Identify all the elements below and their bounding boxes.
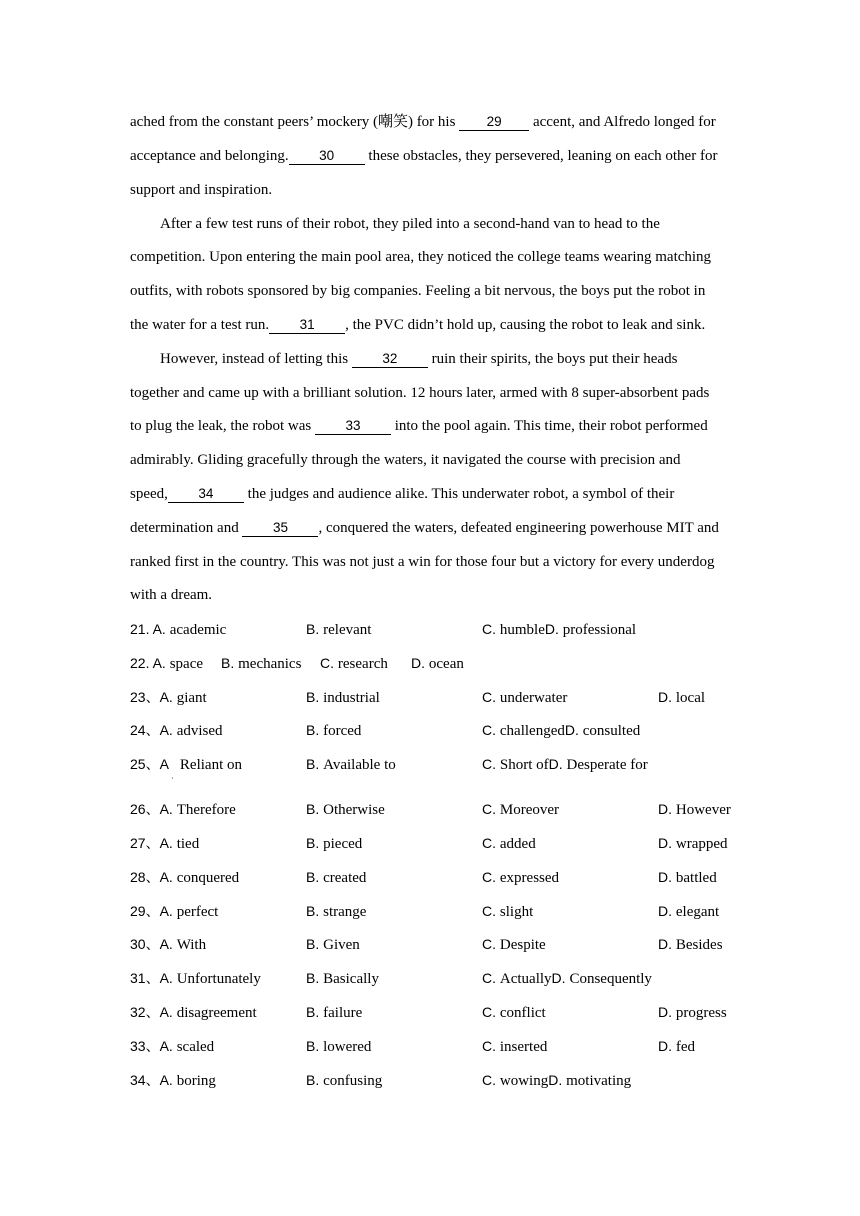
option-letter: B. — [306, 689, 324, 705]
option-letter: D. — [411, 655, 429, 671]
question-27-number-and-option-a — [130, 833, 199, 854]
option-letter: D. — [658, 1038, 676, 1054]
question-26-option-d — [658, 799, 731, 820]
passage-line — [130, 146, 717, 166]
passage-line: support and inspiration. — [130, 182, 273, 198]
question-23-option-b — [306, 687, 380, 708]
option-a: With — [176, 937, 207, 953]
option-letter: C. — [482, 621, 500, 637]
option-letter: C. — [482, 903, 500, 919]
option-c: underwater — [499, 690, 568, 706]
question-23-option-d — [658, 687, 705, 708]
option-d: However — [675, 802, 731, 818]
option-b: Available to — [323, 757, 396, 773]
question-number: 34、 — [130, 1072, 160, 1088]
option-letter: D. — [544, 621, 563, 637]
option-a: tied — [176, 836, 200, 852]
question-34-number-and-option-a — [130, 1070, 216, 1091]
option-d: Besides — [675, 937, 723, 953]
passage-text: speed, — [130, 486, 168, 502]
passage-line: competition. Upon entering the main pool area, they noticed the college teams wearing matching — [130, 249, 712, 265]
option-b: created — [323, 870, 367, 886]
option-letter: D. — [658, 903, 676, 919]
option-c: Short of — [499, 757, 549, 773]
option-letter: A. — [159, 1038, 177, 1054]
option-a: perfect — [176, 904, 219, 920]
option-a: disagreement — [176, 1005, 257, 1021]
question-number: 32、 — [130, 1004, 160, 1020]
option-c: Actually — [499, 971, 552, 987]
question-31-option-c-d — [482, 968, 652, 989]
option-letter: B. — [306, 756, 324, 772]
option-letter: C. — [482, 1072, 500, 1088]
option-letter: B. — [306, 903, 324, 919]
question-23-number-and-option-a — [130, 687, 207, 708]
question-number: 28、 — [130, 869, 160, 885]
question-27-option-c — [482, 833, 536, 854]
passage-text: to plug the leak, the robot was — [130, 418, 315, 434]
passage-text: the water for a test run. — [130, 317, 270, 333]
passage-text: ached from the constant peers’ mockery (嘲笑) for his — [130, 114, 460, 130]
option-c: Despite — [499, 937, 546, 953]
option-letter: C. — [482, 801, 500, 817]
option-letter: D. — [658, 835, 676, 851]
question-31-number-and-option-a — [130, 968, 261, 989]
option-letter: A. — [159, 722, 177, 738]
option-c: conflict — [499, 1005, 546, 1021]
option-letter: D. — [548, 756, 567, 772]
blank-33: 33 — [315, 418, 391, 435]
question-32-number-and-option-a — [130, 1002, 257, 1023]
option-d: ocean — [428, 656, 464, 672]
question-number: 21. — [130, 621, 153, 637]
question-34-option-b — [306, 1070, 382, 1091]
passage-line: After a few test runs of their robot, they piled into a second-hand van to head to the — [160, 216, 660, 232]
option-d: local — [675, 690, 706, 706]
option-b: relevant — [323, 622, 372, 638]
option-a: boring — [176, 1073, 216, 1089]
question-30-number-and-option-a — [130, 934, 206, 955]
option-letter: A. — [159, 801, 177, 817]
option-letter: B. — [306, 1038, 324, 1054]
option-letter: C. — [482, 756, 500, 772]
option-letter: C. — [482, 722, 500, 738]
option-letter: D. — [658, 869, 676, 885]
passage-text: ruin their spirits, the boys put their heads — [427, 351, 678, 367]
option-b: lowered — [323, 1039, 372, 1055]
option-letter: C. — [482, 1038, 500, 1054]
option-letter: C. — [482, 869, 500, 885]
passage-text: acceptance and belonging. — [130, 148, 289, 164]
option-letter: D. — [658, 689, 676, 705]
question-22-option-d — [411, 653, 464, 674]
option-letter: A. — [152, 655, 170, 671]
blank-35: 35 — [242, 520, 318, 537]
question-33-option-b — [306, 1036, 371, 1057]
passage-line: ranked first in the country. This was not just a win for those four but a victory for every underdog — [130, 554, 715, 570]
option-d: Consequently — [569, 971, 652, 987]
passage-line — [160, 349, 677, 369]
question-33-option-c — [482, 1036, 547, 1057]
passage-line — [130, 315, 705, 335]
option-a: academic — [169, 622, 227, 638]
question-22-number-and-option-a — [130, 653, 203, 674]
question-number: 27、 — [130, 835, 160, 851]
option-letter: C. — [320, 655, 338, 671]
option-d: professional — [562, 622, 637, 638]
question-number: 23、 — [130, 689, 160, 705]
blank-30: 30 — [289, 148, 365, 165]
question-32-option-d — [658, 1002, 727, 1023]
option-letter: D. — [548, 1072, 567, 1088]
option-letter: A. — [159, 970, 177, 986]
blank-34: 34 — [168, 486, 244, 503]
option-letter: B. — [306, 869, 324, 885]
question-27-option-d — [658, 833, 728, 854]
option-letter: B. — [306, 621, 324, 637]
question-24-number-and-option-a — [130, 720, 223, 741]
question-30-option-d — [658, 934, 723, 955]
option-letter: A. — [159, 936, 177, 952]
option-d: wrapped — [675, 836, 728, 852]
option-letter: D. — [551, 970, 570, 986]
question-28-option-b — [306, 867, 366, 888]
option-letter: A. — [159, 903, 177, 919]
option-letter: B. — [306, 970, 324, 986]
option-d: battled — [675, 870, 717, 886]
option-c: research — [337, 656, 388, 672]
option-letter: C. — [482, 936, 500, 952]
question-number: 22. — [130, 655, 153, 671]
option-b: pieced — [323, 836, 363, 852]
option-letter: D. — [658, 936, 676, 952]
option-letter: D. — [658, 801, 676, 817]
option-d: motivating — [566, 1073, 632, 1089]
option-letter: B. — [306, 1072, 324, 1088]
option-b: mechanics — [238, 656, 302, 672]
question-29-number-and-option-a — [130, 901, 218, 922]
question-28-option-d — [658, 867, 717, 888]
question-25-option-c-d — [482, 754, 648, 775]
blank-31: 31 — [269, 317, 345, 334]
passage-line: admirably. Gliding gracefully through the waters, it navigated the course with precision and — [130, 452, 681, 468]
passage-line — [130, 416, 708, 436]
option-letter: C. — [482, 1004, 500, 1020]
passage-text: accent, and Alfredo longed for — [529, 114, 716, 130]
question-34-option-c-d — [482, 1070, 631, 1091]
question-number: 24、 — [130, 722, 160, 738]
option-letter: B. — [221, 655, 239, 671]
passage-line — [130, 112, 716, 132]
blank-29: 29 — [459, 114, 529, 131]
question-24-option-c-d — [482, 720, 640, 741]
stray-dot: · — [171, 774, 174, 783]
option-b: industrial — [323, 690, 380, 706]
question-21-option-c-d — [482, 619, 636, 640]
passage-text: determination and — [130, 520, 243, 536]
option-letter: C. — [482, 689, 500, 705]
option-a: advised — [176, 723, 223, 739]
passage-line — [130, 484, 674, 504]
option-a: scaled — [176, 1039, 215, 1055]
blank-32: 32 — [352, 351, 428, 368]
option-letter: D. — [658, 1004, 676, 1020]
option-letter: B. — [306, 1004, 324, 1020]
question-22-option-c — [320, 653, 388, 674]
question-21-number-and-option-a — [130, 619, 226, 640]
option-b: Basically — [323, 971, 379, 987]
question-33-number-and-option-a — [130, 1036, 214, 1057]
question-32-option-c — [482, 1002, 546, 1023]
passage-text: However, instead of letting this — [160, 351, 352, 367]
passage-line: together and came up with a brilliant solution. 12 hours later, armed with 8 super-absorbent pads — [130, 385, 710, 401]
option-letter: B. — [306, 936, 324, 952]
passage-line: with a dream. — [130, 587, 213, 603]
passage-text: into the pool again. This time, their robot performed — [390, 418, 708, 434]
option-a: Unfortunately — [176, 971, 261, 987]
option-c: wowing — [499, 1073, 549, 1089]
question-28-option-c — [482, 867, 559, 888]
option-letter: B. — [306, 801, 324, 817]
option-letter: A. — [159, 1004, 177, 1020]
question-22-option-b — [221, 653, 301, 674]
option-letter: C. — [482, 835, 500, 851]
option-a: Therefore — [176, 802, 236, 818]
question-28-number-and-option-a — [130, 867, 239, 888]
option-c: added — [499, 836, 536, 852]
question-24-option-b — [306, 720, 361, 741]
option-c: inserted — [499, 1039, 548, 1055]
option-b: confusing — [323, 1073, 383, 1089]
option-letter: B. — [306, 835, 324, 851]
option-c: expressed — [499, 870, 560, 886]
question-number: 31、 — [130, 970, 160, 986]
option-c: Moreover — [499, 802, 560, 818]
question-30-option-c — [482, 934, 546, 955]
option-a: giant — [176, 690, 207, 706]
question-26-option-b — [306, 799, 385, 820]
question-33-option-d — [658, 1036, 695, 1057]
option-a: space — [169, 656, 204, 672]
question-26-number-and-option-a — [130, 799, 236, 820]
option-b: Otherwise — [323, 802, 385, 818]
option-d: Desperate for — [566, 757, 648, 773]
passage-text: the judges and audience alike. This underwater robot, a symbol of their — [243, 486, 675, 502]
question-number: 30、 — [130, 936, 160, 952]
option-b: strange — [323, 904, 367, 920]
option-d: consulted — [582, 723, 641, 739]
option-d: fed — [675, 1039, 696, 1055]
passage-text: , the PVC didn’t hold up, causing the robot to leak and sink. — [345, 317, 706, 333]
question-26-option-c — [482, 799, 559, 820]
option-letter: C. — [482, 970, 500, 986]
option-b: Given — [323, 937, 360, 953]
question-32-option-b — [306, 1002, 362, 1023]
passage-line: outfits, with robots sponsored by big companies. Feeling a bit nervous, the boys put the robot in — [130, 283, 706, 299]
option-letter: A. — [159, 869, 177, 885]
option-letter: D. — [564, 722, 583, 738]
question-number: 25、 — [130, 756, 160, 772]
question-21-option-b — [306, 619, 371, 640]
option-a: conquered — [176, 870, 240, 886]
option-b: failure — [323, 1005, 363, 1021]
option-letter: A. — [159, 1072, 177, 1088]
passage-text: , conquered the waters, defeated engineering powerhouse MIT and — [318, 520, 719, 536]
question-30-option-b — [306, 934, 360, 955]
option-d: elegant — [675, 904, 720, 920]
option-b: forced — [323, 723, 362, 739]
question-number: 33、 — [130, 1038, 160, 1054]
option-c: humble — [499, 622, 545, 638]
question-25-option-b — [306, 754, 396, 775]
option-c: slight — [499, 904, 534, 920]
question-29-option-c — [482, 901, 533, 922]
question-27-option-b — [306, 833, 362, 854]
question-number: 29、 — [130, 903, 160, 919]
question-23-option-c — [482, 687, 567, 708]
option-letter: A — [159, 756, 169, 772]
question-31-option-b — [306, 968, 379, 989]
option-letter: A. — [159, 835, 177, 851]
option-a: Reliant on — [179, 757, 242, 773]
option-letter: A. — [152, 621, 170, 637]
question-number: 26、 — [130, 801, 160, 817]
option-letter: B. — [306, 722, 324, 738]
question-29-option-b — [306, 901, 366, 922]
passage-text: these obstacles, they persevered, leaning on each other for — [364, 148, 718, 164]
question-29-option-d — [658, 901, 719, 922]
option-c: challenged — [499, 723, 565, 739]
passage-line — [130, 518, 719, 538]
option-d: progress — [675, 1005, 727, 1021]
option-letter: A. — [159, 689, 177, 705]
question-25-number-and-option-a — [130, 754, 242, 775]
